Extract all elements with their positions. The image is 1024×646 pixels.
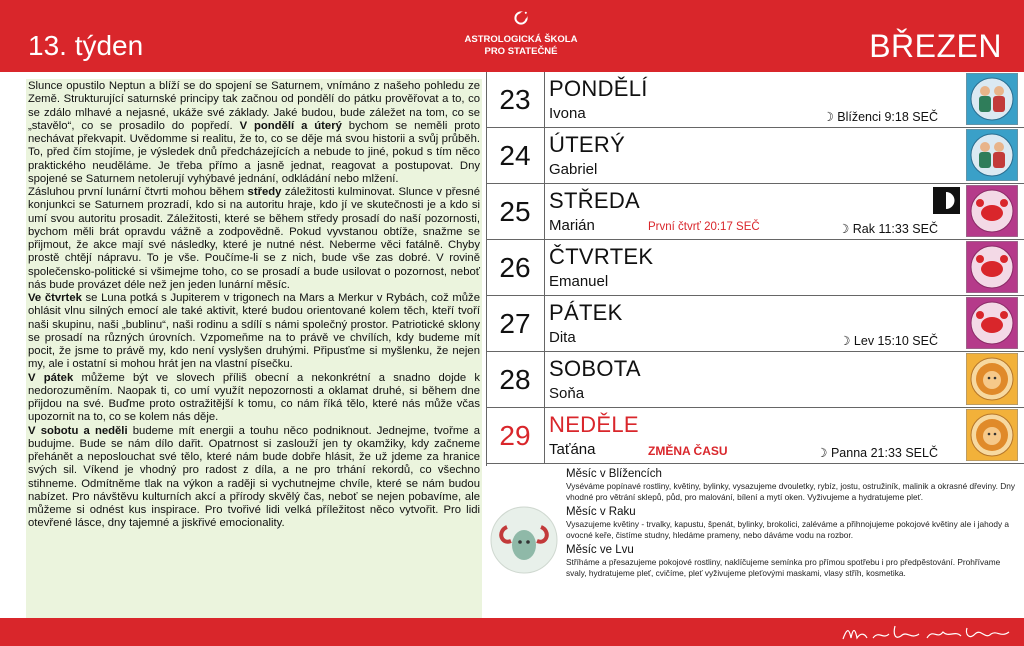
logo — [446, 10, 596, 58]
month-title: BŘEZEN — [869, 28, 1002, 64]
day-list-border — [486, 72, 487, 466]
paragraph-weekend: V sobotu a neděli budeme mít energii a touhu něco podniknout. Jednejme, tvořme a budujme. Bude se nám dílo dařit. Opatrnost si zaslouží jen ty okamžiky, kdy začneme přehánět a neposlouchat své tělo, které nám bude dobře hlásit, že už jdeme za hranice svých sil. Víkend je vhodný pro radost z díla, a ne pro trhání rekordů, co všechno stihneme. Odmítněme tlak na výkon a raději si vychutnejme chvíle, které se nám budou nabízet. Pro návštěvu kulturních akcí a přírody skvělý čas, neboť se nejen pobavíme, ale můžeme si odnést kus inspirace. Pro tvořivé lidi velká příležitost něco vytvořit. Pro lidi otevřené lásce, dny tajemné a jiskřivé emocionality. — [28, 424, 480, 530]
day-name: NEDĚLE — [549, 412, 639, 437]
footer-bar — [0, 618, 1024, 646]
day-number: 28 — [486, 352, 545, 407]
day-row — [486, 184, 1024, 240]
day-row — [486, 352, 1024, 408]
day-row — [486, 296, 1024, 352]
time-change-text: ZMĚNA ČASU — [648, 444, 728, 458]
name-day: Taťána — [549, 441, 596, 458]
moon-ingress: ☽ Lev 15:10 SEČ — [839, 334, 938, 348]
day-name: STŘEDA — [549, 188, 641, 213]
day-name: PONDĚLÍ — [549, 76, 648, 101]
gemini-sign-icon — [966, 73, 1018, 125]
name-day: Soňa — [549, 385, 585, 402]
paragraph-thursday: Ve čtvrtek se Luna potká s Jupiterem v trigonech na Mars a Merkur v Rybách, což může ohlásit vlnu silných emocí ale také aktivit, které budou orientované kolem těch, kteří tvoří naši skupinu, naši „bublinu“, naši rodinu a sdílí s námi společný prostor. Patriotické sklony se prosadí na různých úrovních. Vzpomeňme na to právě ve chvílích, kdy budeme mít pocit, že jsme to právě my, kdo není vyslyšen druhými. Připusťme si myšlenku, že nejen my, ale i ostatní si mohou hrát jen na vlastní písečku. — [28, 292, 480, 371]
moon-gardening-info — [566, 467, 1016, 581]
cancer-sign-icon — [966, 297, 1018, 349]
cancer-sign-icon — [966, 185, 1018, 237]
day-row — [486, 72, 1024, 128]
leo-sign-icon — [966, 409, 1018, 461]
aries-ram-icon — [489, 505, 559, 575]
day-number: 29 — [486, 408, 545, 463]
author-signature — [839, 622, 1014, 644]
paragraph-wednesday: Zásluhou první lunární čtvrti mohou během středy záležitosti kulminovat. Slunce v přesné konjunkci se Saturnem prozradí, kdo si na autoritu hraje, kdo jí ve skutečnosti je a kdo si umí svou autoritu prosadit. Záležitosti, které se během středy prosadí do naší pozornosti, bychom měli brát opravdu vážně a zodpovědně. Pokud vyvstanou obtíže, snažme se přijmout, že akce mají své následky, které je nutné nést. Neberme věci fatálně. Chyby prostě chtějí nápravu. To je vše. Poučíme-li se z nich, bude vše zas dobré. V rovině společensko-politické si všimejme toho, co se prosadí a bude usilovat o pozornost, neboť nás bude provázet déle než jen jeden lunární měsíc. — [28, 186, 481, 291]
moon-leo-text: Stříháme a přesazujeme pokojové rostliny, naklíčujeme semínka pro přímou spotřebu i pro předpěstování. Prohřívame svaly, hydratujeme pleť, cvičíme, pleť vyživujeme pleťovými maskami, vlasy stříh, kosmetika. — [566, 557, 1001, 578]
first-quarter-moon-icon — [933, 187, 960, 214]
logo-line-2: PRO STATEČNÉ — [484, 46, 558, 57]
day-name: ÚTERÝ — [549, 132, 626, 157]
day-name: PÁTEK — [549, 300, 623, 325]
moon-ingress: ☽ Blíženci 9:18 SEČ — [822, 110, 938, 124]
moon-leo-title: Měsíc ve Lvu — [566, 544, 634, 556]
moon-ingress: ☽ Panna 21:33 SELČ — [816, 446, 938, 460]
day-name: ČTVRTEK — [549, 244, 654, 269]
day-list — [486, 72, 1024, 466]
cancer-sign-icon — [966, 241, 1018, 293]
name-day: Marián — [549, 217, 595, 234]
paragraph-friday: V pátek můžeme být ve slovech příliš obecní a nekonkrétní a snadno dojde k nedorozuměním. Naopak ti, co umí využít nepozornosti a oklamat druhé, si během dne přijdou na své. Buďme proto ostražitější k tomu, co nám říká tělo, které nás může včas upozornit na to, co se kolem nás děje. — [28, 371, 480, 424]
day-row — [486, 128, 1024, 184]
day-row — [486, 408, 1024, 464]
weekly-horoscope-text — [26, 79, 482, 618]
leo-sign-icon — [966, 353, 1018, 405]
name-day: Ivona — [549, 105, 586, 122]
name-day: Emanuel — [549, 273, 609, 290]
moon-cancer-text: Vysazujeme květiny - trvalky, kapustu, špenát, bylinky, brokolici, zaléváme a přihnojujeme pokojové květiny ale i jahody a ovocné keře, čistíme studny, hledáme prameny, nebo dáváme vodu na rozbor. — [566, 519, 1010, 540]
week-title: 13. týden — [28, 30, 144, 61]
moon-cancer-title: Měsíc v Raku — [566, 506, 636, 518]
day-number: 26 — [486, 240, 545, 295]
day-number: 23 — [486, 72, 545, 127]
moon-ingress: ☽ Rak 11:33 SEČ — [838, 222, 938, 236]
logo-line-1: ASTROLOGICKÁ ŠKOLA — [464, 34, 578, 45]
moon-gemini-title: Měsíc v Blížencích — [566, 468, 662, 480]
gemini-sign-icon — [966, 129, 1018, 181]
header-bar — [0, 0, 1024, 72]
moon-phase-text: První čtvrť 20:17 SEČ — [648, 221, 760, 233]
paragraph-monday: Slunce opustilo Neptun a blíží se do spojení se Saturnem, vnímáno z našeho pohledu ze Země. Strukturující saturnské principy tak začnou od pondělí do pátku prověřovat a to, co se zdálo mlhavé a nejasné, ukáže své základy. Jaké budou, bude záležet na tom, co se „stavělo“, co se prosadilo do popředí. V pondělí a úterý bychom se neměli proto nechávat překvapit. Uvědomme si realitu, že to, co se děje má svou historii a svůj průběh. To, před čím stojíme, je výsledek dnů předcházejících a nebude to jiné, pokud s tím něco praktického neuděláme. Je třeba přímo a jasně jednat, reagovat a postupovat. Dny spojené se Saturnem netolerují vyhýbavé jednání, odkládání nebo mlžení. — [28, 80, 480, 185]
day-number: 25 — [486, 184, 545, 239]
moon-gemini-text: Vysévámе popínavé rostliny, květiny, bylinky, vysazujeme dvouletky, rybíz, jostu, ostružiník, malinik a okrasné dřeviny. Dny vhodné pro větrání sklepů, půd, pro malování, bílení a mytí oken. Vyživujeme a hydratujeme pleť. — [566, 481, 1015, 502]
day-name: SOBOTA — [549, 356, 641, 381]
day-row — [486, 240, 1024, 296]
day-number: 24 — [486, 128, 545, 183]
moon-logo-icon — [513, 10, 529, 26]
name-day: Dita — [549, 329, 576, 346]
name-day: Gabriel — [549, 161, 598, 178]
day-number: 27 — [486, 296, 545, 351]
